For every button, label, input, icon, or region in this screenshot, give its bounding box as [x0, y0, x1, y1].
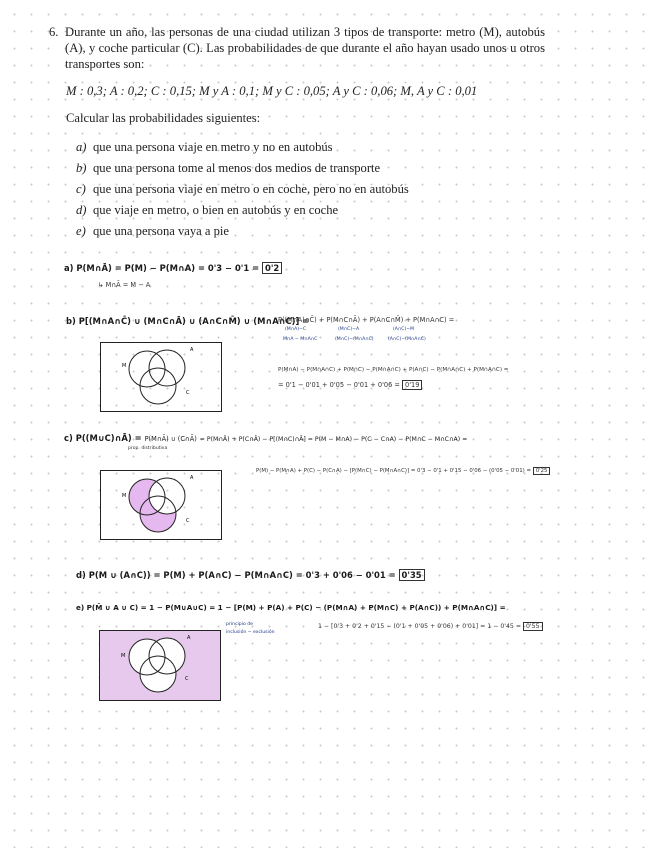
answer-b-line1: b) P[(M∩A∩C̄) ∪ (M∩C∩Ā) ∪ (A∩C∩M̄) ∪ (M∩A∩C)] =	[66, 316, 310, 326]
venn-b-label-a: A	[190, 347, 194, 353]
venn-b-label-c: C	[186, 390, 190, 396]
venn-c-label-a: A	[190, 475, 194, 481]
venn-b-universe	[101, 343, 222, 412]
answer-b-note2b: (M∩C)−(M∩A∩C)	[335, 337, 374, 342]
venn-diagram-b	[100, 342, 222, 412]
probability-list: M : 0,3; A : 0,2; C : 0,15; M y A : 0,1; M y C : 0,05; A y C : 0,06; M, A y C : 0,01	[66, 84, 478, 98]
venn-e-label-a: A	[187, 635, 191, 641]
answer-e-note1: principio de	[226, 622, 253, 627]
venn-e-label-c: C	[185, 676, 189, 682]
calculate-prompt: Calcular las probabilidades siguientes:	[66, 111, 261, 125]
venn-diagram-c	[100, 470, 222, 540]
answer-b-note3: (A∩C)−M	[393, 327, 415, 332]
venn-b-label-m: M	[122, 363, 127, 369]
answer-b-line3: = 0'1 − 0'01 + 0'05 − 0'01 + 0'06 = 0'19	[278, 381, 422, 389]
answer-b-note1: (M∩A)−C	[285, 327, 307, 332]
answer-d-result: 0'35	[399, 569, 425, 581]
answer-c-line1: c) P((M∪C)∩Ā) = P(M∩Ā) ∪ (C∩Ā) = P(M∩Ā) + P(C∩Ā) − P[(M∩C)∩Ā] = P(M − M∩A) − P(C − C∩A) − P(M∩C − M∩C∩A) =	[64, 433, 468, 443]
answer-d-line: d) P(M ∪ (A∩C)) = P(M) + P(A∩C) − P(M∩A∩C) = 0'3 + 0'06 − 0'01 = 0'35	[76, 570, 425, 580]
question-item: b) que una persona tome al menos dos medios de transporte	[76, 161, 381, 175]
answer-c-pink-term: P(M∩Ā) ∪ (C∩Ā)	[144, 435, 197, 443]
answer-c-note: prop. distributiva	[128, 446, 168, 451]
answer-a-note: ↳ M∩Ā = M − A	[98, 281, 151, 289]
answer-e-line1: e) P(M̄ ∪ A ∪ C) = 1 − P(M∪A∪C) = 1 − [P(M) + P(A) + P(C) − (P(M∩A) + P(M∩C) + P(A∩C)) + P(M∩A∩C)] =	[76, 603, 506, 612]
venn-c-label-c: C	[186, 518, 190, 524]
exercise-number: 6.	[49, 25, 59, 39]
answer-b-line2: P(M∩A) − P(M∩A∩C) + P(M∩C) − P(M∩A∩C) + P(A∩C) − P(M∩A∩C) + P(M∩A∩C) =	[278, 367, 509, 373]
answer-a-result: 0'2	[262, 262, 282, 274]
answer-e-note2: inclusión − exclusión	[226, 630, 275, 635]
venn-b-circle-m	[129, 351, 165, 387]
answer-b-note1b: M∩A − M∩A∩C	[283, 337, 318, 342]
venn-c-label-m: M	[122, 493, 127, 499]
question-item: d) que viaje en metro, o bien en autobús y en coche	[76, 203, 339, 217]
answer-a-line1: a) P(M∩Ā) = P(M) − P(M∩A) = 0'3 − 0'1 = 0'2	[64, 263, 282, 273]
question-item: e) que una persona vaya a pie	[76, 224, 230, 238]
question-list	[76, 137, 409, 242]
answer-b-result: 0'19	[402, 380, 422, 390]
venn-c-shaded-region	[129, 479, 176, 532]
venn-e-label-m: M	[121, 653, 126, 659]
venn-diagram-e	[99, 630, 221, 701]
answer-b-note2: (M∩C)−A	[338, 327, 360, 332]
answer-b-line1-cont: P((M∩A)∩C̄) + P(M∩C∩Ā) + P(A∩C∩M̄) + P(M∩A∩C) =	[278, 316, 455, 324]
question-item: c) que una persona viaje en metro o en coche, pero no en autobús	[76, 182, 409, 196]
answer-c-result: 0'25	[533, 467, 551, 475]
answer-e-result: 0'55	[523, 622, 543, 631]
answer-b-note3b: (A∩C)−(M∩A∩C)	[388, 337, 426, 342]
exercise-statement: Durante un año, las personas de una ciudad utilizan 3 tipos de transporte: metro (M), autobús (A), y coche particular (C). Las probabilidades de que durante el año hayan usado unos u otros transportes son:	[65, 25, 545, 71]
answer-e-line2: 1 − [0'3 + 0'2 + 0'15 − (0'1 + 0'05 + 0'06) + 0'01] = 1 − 0'45 = 0'55	[318, 623, 543, 630]
question-item: a) que una persona viaje en metro y no en autobús	[76, 140, 333, 154]
answer-c-line2: P(M) − P(M∩A) + P(C) − P(C∩A) − [P(M∩C) − P(M∩A∩C)] = 0'3 − 0'1 + 0'15 − 0'06 − (0'05 − 0'01) = 0'25	[256, 468, 550, 474]
